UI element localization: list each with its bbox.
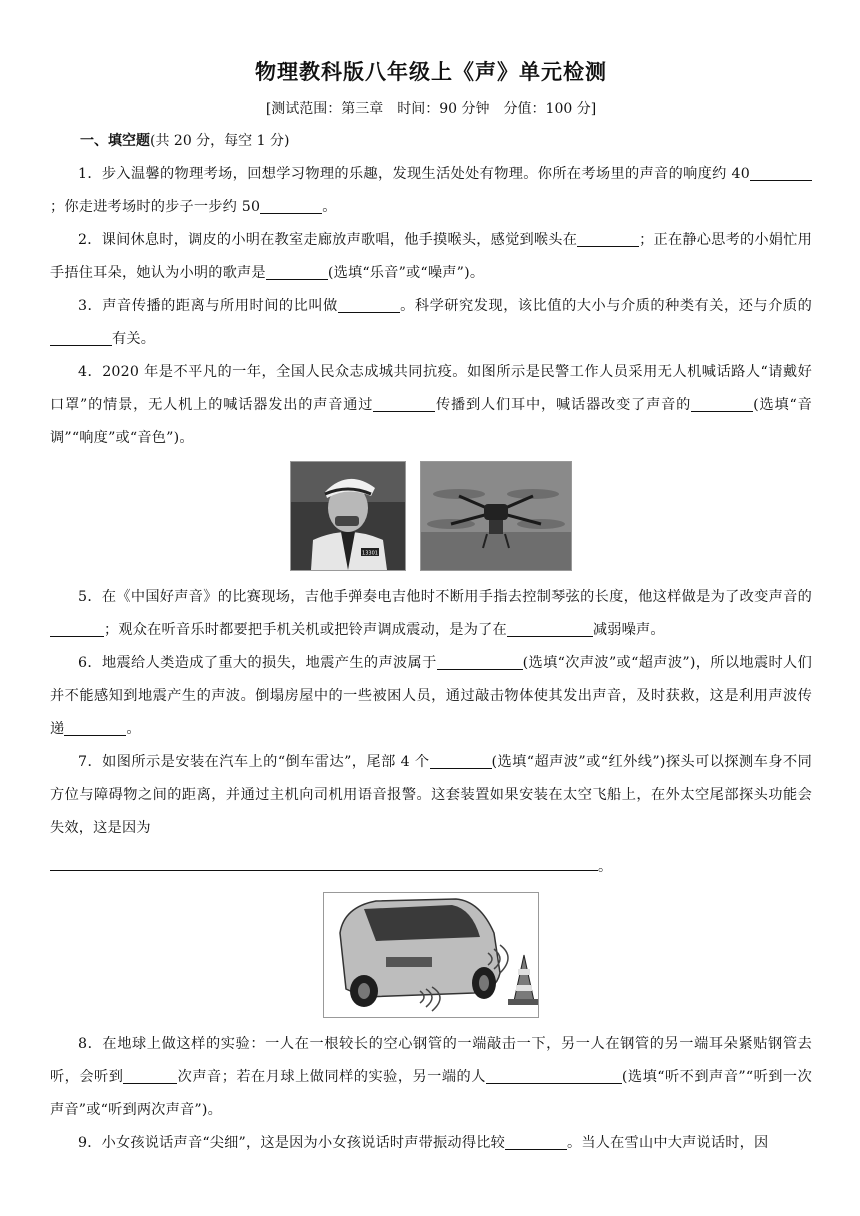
exam-page [50,56,812,1160]
police-officer-image [291,462,405,570]
test-info: [测试范围：第三章 时间：90 分钟 分值：100 分] [265,101,597,117]
q1-text-c: 。 [322,199,337,215]
car-radar-image [324,893,538,1017]
question-5 [50,581,812,647]
q7-text-b: (选填“超声波”或“红外线”)探头可以探测车身不同方位与障碍物之间的距离，并通过主机向司机用语音报警。这套装置如果安装在太空飞船上，在外太空尾部探头功能会失效，这是因为 [50,754,812,836]
q7-text-a: 7．如图所示是安装在汽车上的“倒车雷达”，尾部 4 个 [78,754,430,770]
section-heading [80,130,812,150]
answer-blank[interactable] [50,329,112,346]
answer-blank[interactable] [338,296,400,313]
answer-blank[interactable] [437,653,523,670]
question-1 [50,158,812,224]
police-photo [290,461,406,571]
drone-image [421,462,571,570]
q4-figures [50,461,812,571]
question-8 [50,1028,812,1127]
answer-blank[interactable] [691,395,753,412]
q2-text-c: (选填“乐音”或“噪声”)。 [327,265,485,281]
q4-text-a: 4．2020 年是不平凡的一年，全国人民众志成城共同抗疫。如图所示是民警工作人员采用无人机喊话路人“请戴好口罩”的情景，无人机上的喊话器发出的声音通过 [50,364,812,413]
q4-text-c: (选填“音调”“响度”或“音色”)。 [50,397,813,446]
question-4 [50,356,812,455]
answer-blank[interactable] [64,719,126,736]
q1-text-b: ；你走进考场时的步子一步约 50 [50,199,261,215]
q9-text-a: 9．小女孩说话声音“尖细”，这是因为小女孩说话时声带振动得比较 [78,1135,505,1151]
q7-answer-line [50,851,812,884]
q6-text-a: 6．地震给人类造成了重大的损失，地震产生的声波属于 [78,655,437,671]
q5-text-b: ；观众在听音乐时都要把手机关机或把铃声调成震动，是为了在 [104,622,507,638]
answer-blank[interactable] [123,1067,177,1084]
answer-blank[interactable] [260,197,322,214]
page-title: 物理教科版八年级上《声》单元检测 [255,60,607,84]
answer-blank[interactable] [50,620,104,637]
drone-photo [420,461,572,571]
q7-text-c: 。 [598,859,613,875]
answer-blank[interactable] [486,1067,622,1084]
question-3 [50,290,812,356]
question-6 [50,647,812,746]
section-note: (共 20 分，每空 1 分) [150,133,290,149]
q6-text-c: 。 [126,721,141,737]
badge-text: 13301 [362,550,378,557]
q4-text-b: 传播到人们耳中，喊话器改变了声音的 [435,397,692,413]
q3-text-a: 3．声音传播的距离与所用时间的比叫做 [78,298,338,314]
q5-text-a: 5．在《中国好声音》的比赛现场，吉他手弹奏电吉他时不断用手指去控制琴弦的长度，他这样做是为了改变声音的 [78,589,812,605]
q2-text-b: ；正在静心思考的小娟忙用手捂住耳朵，她认为小明的歌声是 [50,232,813,281]
q5-text-c: 减弱噪声。 [592,622,665,638]
q9-text-b: 。当人在雪山中大声说话时，因 [567,1135,769,1151]
q2-text-a: 2．课间休息时，调皮的小明在教室走廊放声歌唱，他手摸喉头，感觉到喉头在 [78,232,578,248]
q8-text-c: (选填“听不到声音”“听到一次声音”或“听到两次声音”)。 [50,1069,813,1118]
reverse-radar-figure [323,892,539,1018]
answer-blank[interactable] [430,752,492,769]
question-2 [50,224,812,290]
answer-blank[interactable] [373,395,435,412]
answer-blank[interactable] [505,1133,567,1150]
section-label: 一、填空题 [80,133,150,149]
answer-blank[interactable] [507,620,593,637]
q7-figure [50,892,812,1018]
q1-text-a: 1．步入温馨的物理考场，回想学习物理的乐趣，发现生活处处有物理。你所在考场里的声音的响度约 40 [78,166,750,182]
q6-text-b: (选填“次声波”或“超声波”)，所以地震时人们并不能感知到地震产生的声波。倒塌房屋中的一些被困人员，通过敲击物体使其发出声音，及时获救，这是利用声波传递 [50,655,812,737]
question-7 [50,746,812,845]
answer-blank[interactable] [577,230,639,247]
answer-blank-long[interactable] [50,852,598,871]
q8-text-b: 次声音；若在月球上做同样的实验，另一端的人 [177,1069,486,1085]
q3-text-b: 。科学研究发现，该比值的大小与介质的种类有关，还与介质的 [399,298,812,314]
q3-text-c: 有关。 [112,331,156,347]
answer-blank[interactable] [750,164,812,181]
question-9 [50,1127,812,1160]
answer-blank[interactable] [266,263,328,280]
q8-text-a: 8．在地球上做这样的实验：一人在一根较长的空心钢管的一端敲击一下，另一人在钢管的另一端耳朵紧贴钢管去听，会听到 [50,1036,812,1085]
